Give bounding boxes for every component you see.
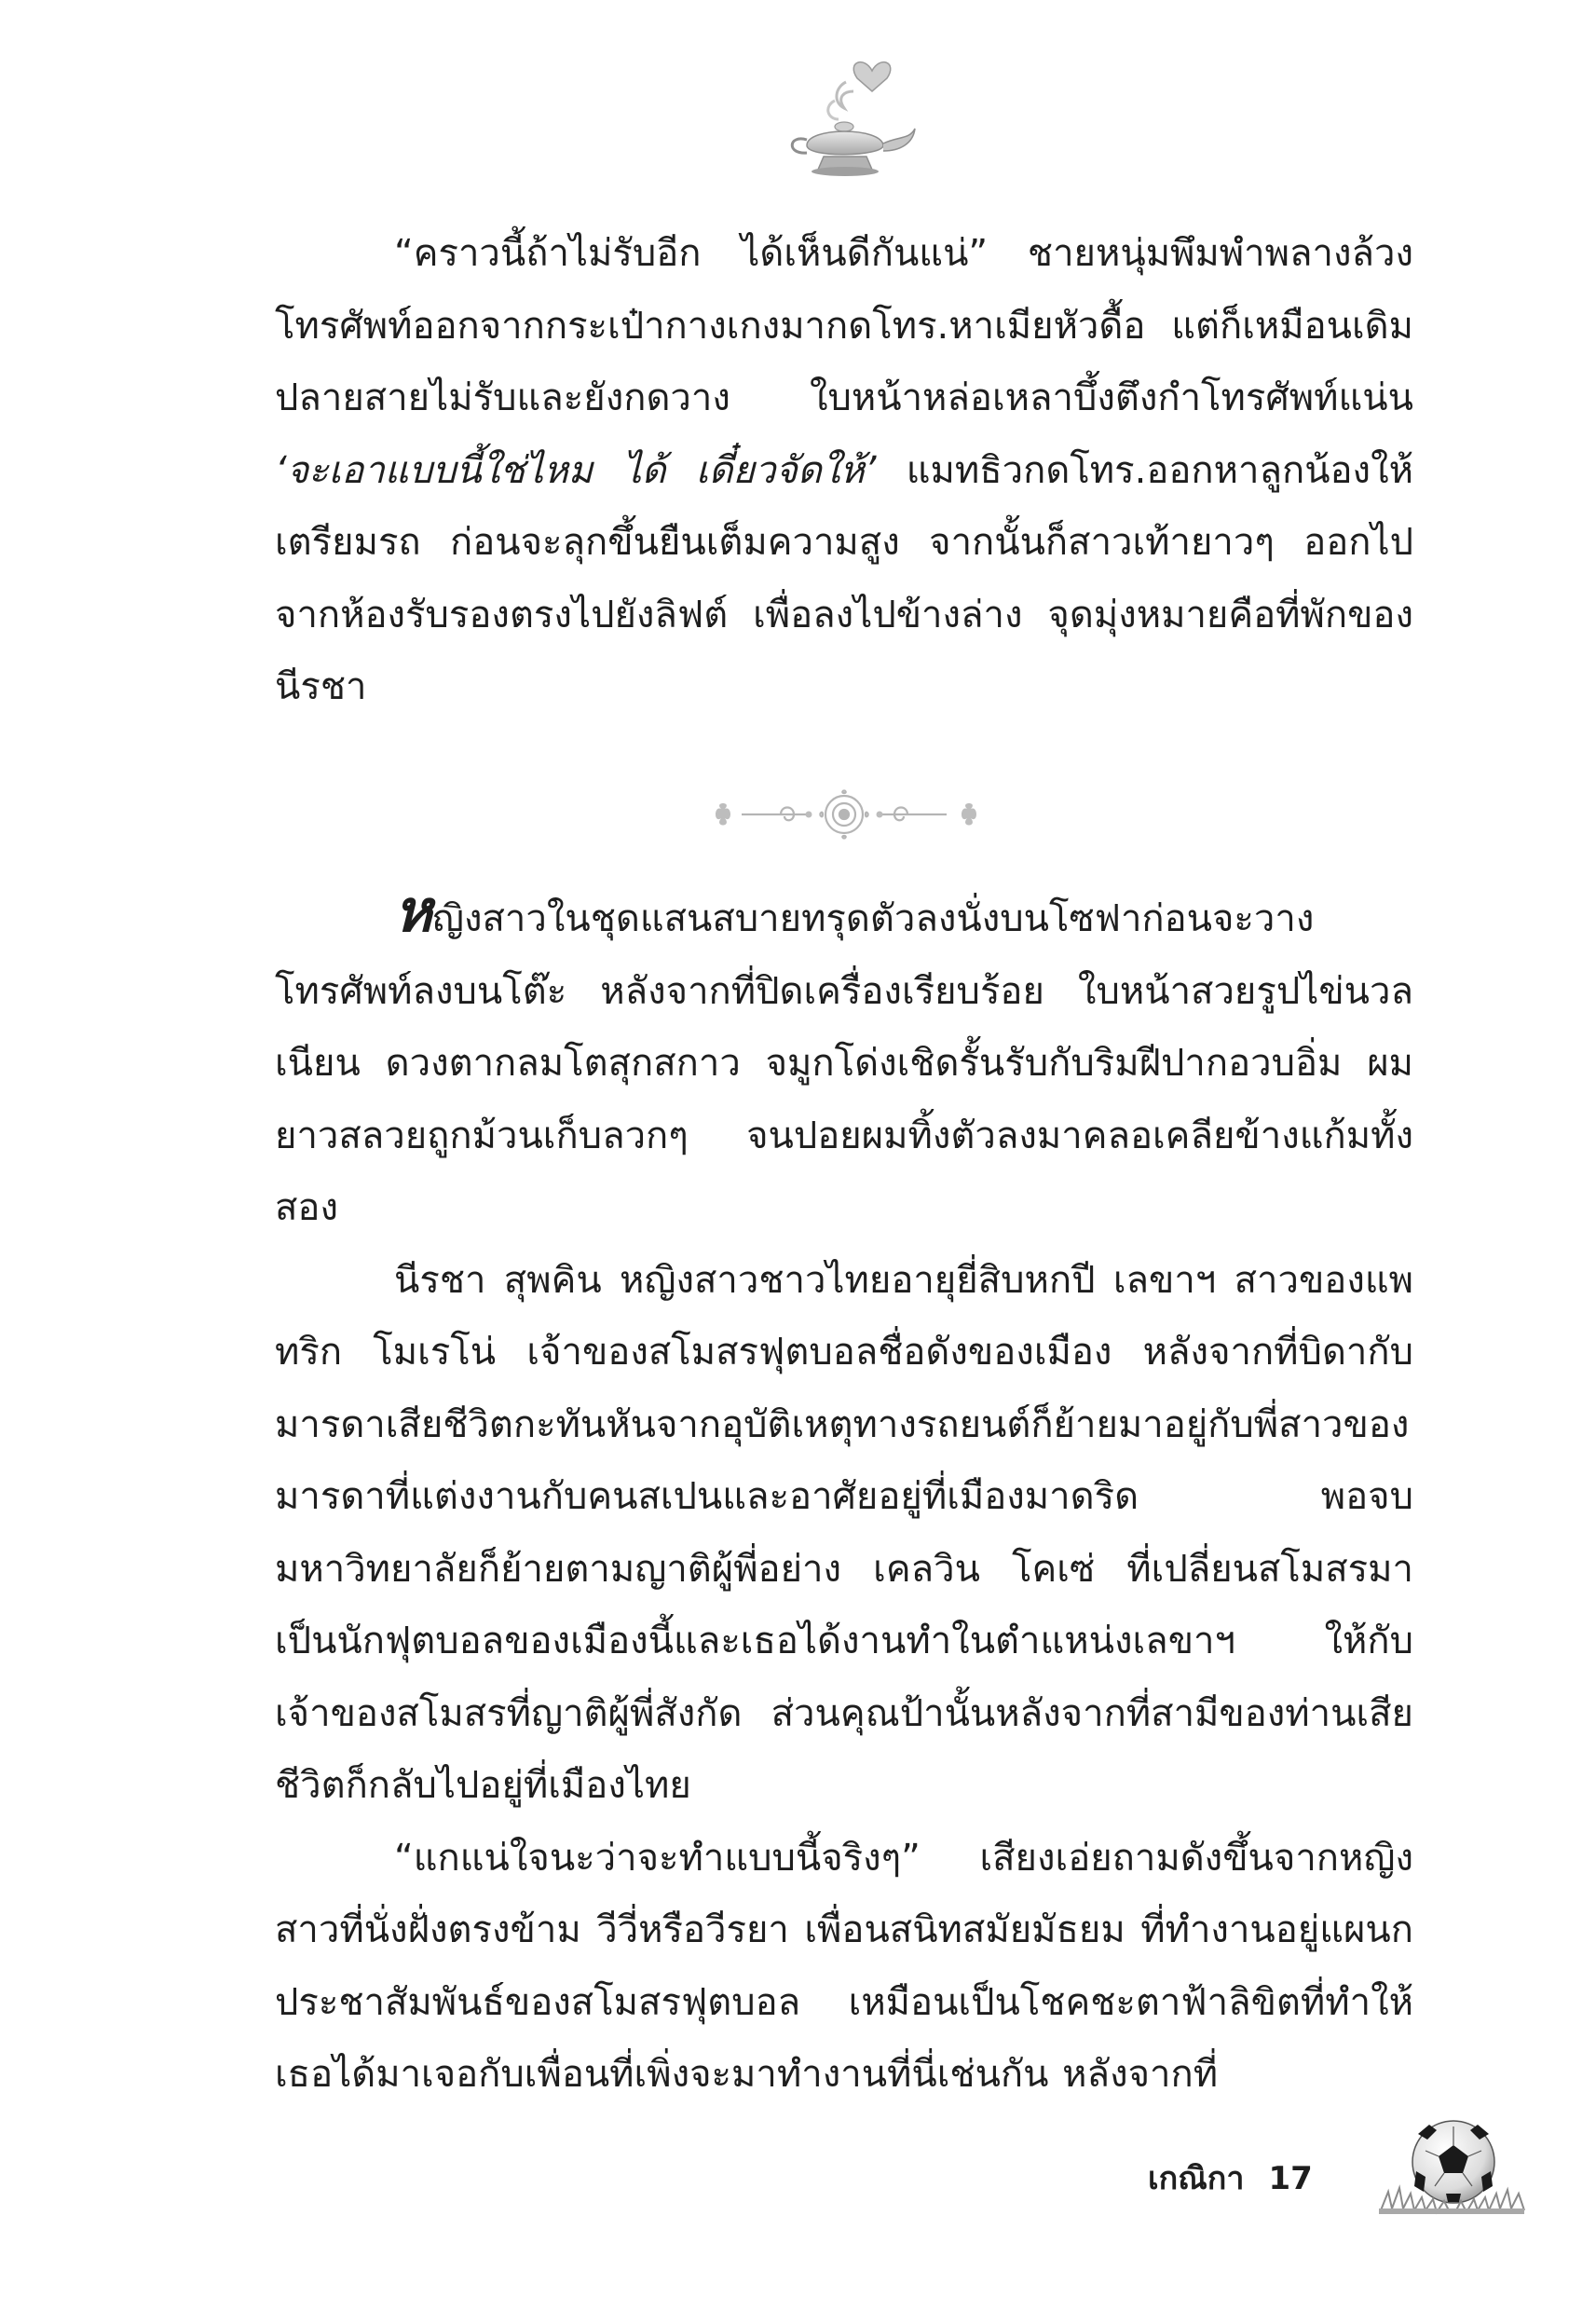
- text-block-1: [275, 218, 1413, 724]
- paragraph-1: [275, 218, 1413, 724]
- page-number: 17: [1268, 2160, 1313, 2197]
- paragraph-4: “แกแน่ใจนะว่าจะทำแบบนี้จริงๆ” เสียงเอ่ยถามดังขึ้นจากหญิงสาวที่นั่งฝั่งตรงข้าม วีวี่หรือวีรยา เพื่อนสนิทสมัยมัธยม ที่ทำงานอยู่แผนกประชาสัมพันธ์ของสโมสรฟุตบอล เหมือนเป็นโชคชะตาฟ้าลิขิตที่ทำให้เธอได้มาเจอกับเพื่อนที่เพิ่งจะมาทำงานที่นี่เช่นกัน หลังจากที่: [275, 1836, 1413, 2096]
- drop-cap: ห: [394, 877, 432, 945]
- page-footer: [1148, 2153, 1313, 2203]
- paragraph-2: [275, 877, 1413, 1245]
- book-title: เกณิกา: [1148, 2160, 1245, 2197]
- football-icon: [1377, 2113, 1526, 2216]
- narration-tail: แมทธิวกดโทร.ออกหาลูกน้องให้เตรียมรถ ก่อนจะลุกขึ้นยืนเต็มความสูง จากนั้นก็สาวเท้ายาวๆ ออกไปจากห้องรับรองตรงไปยังลิฟต์ เพื่อลงไปข้างล่าง จุดมุ่งหมายคือที่พักของนีรชา: [275, 448, 1413, 708]
- paragraph-2-text: ญิงสาวในชุดแสนสบายทรุดตัวลงนั่งบนโซฟาก่อนจะวางโทรศัพท์ลงบนโต๊ะ หลังจากที่ปิดเครื่องเรียบร้อย ใบหน้าสวยรูปไข่นวลเนียน ดวงตากลมโตสุกสกาว จมูกโด่งเชิดรั้นรับกับริมฝีปากอวบอิ่ม ผมยาวสลวยถูกม้วนเก็บลวกๆ จนปอยผมทิ้งตัวลงมาคลอเคลียข้างแก้มทั้งสอง: [275, 897, 1413, 1229]
- narration: ชายหนุ่มพึมพำพลางล้วงโทรศัพท์ออกจากกระเป๋ากางเกงมากดโทร.หาเมียหัวดื้อ แต่ก็เหมือนเดิม ปลายสายไม่รับและยังกดวาง ใบหน้าหล่อเหลาบึ้งตึงกำโทรศัพท์แน่น: [275, 232, 1413, 419]
- paragraph-3: นีรชา สุพคิน หญิงสาวชาวไทยอายุยี่สิบหกปี เลขาฯ สาวของแพทริก โมเรโน่ เจ้าของสโมสรฟุตบอลชื่อดังของเมือง หลังจากที่บิดากับมารดาเสียชีวิตกะทันหันจากอุบัติเหตุทางรถยนต์ก็ย้ายมาอยู่กับพี่สาวของมารดาที่แต่งงานกับคนสเปนและอาศัยอยู่ที่เมืองมาดริด พอจบมหาวิทยาลัยก็ย้ายตามญาติผู้พี่อย่าง เคลวิน โคเซ่ ที่เปลี่ยนสโมสรมาเป็นนักฟุตบอลของเมืองนี้และเธอได้งานทำในตำแหน่งเลขาฯ ให้กับเจ้าของสโมสรที่ญาติผู้พี่สังกัด ส่วนคุณป้านั้นหลังจากที่สามีของท่านเสียชีวิตก็กลับไปอยู่ที่เมืองไทย: [275, 1258, 1413, 1807]
- dialogue-quote: “คราวนี้ถ้าไม่รับอีก ได้เห็นดีกันแน่”: [394, 232, 989, 275]
- genie-lamp-icon: [779, 54, 919, 185]
- text-block-2: [275, 877, 1413, 2112]
- inner-thought: ‘จะเอาแบบนี้ใช่ไหม ได้ เดี๋ยวจัดให้’: [275, 448, 877, 492]
- floral-divider-icon: [704, 781, 984, 848]
